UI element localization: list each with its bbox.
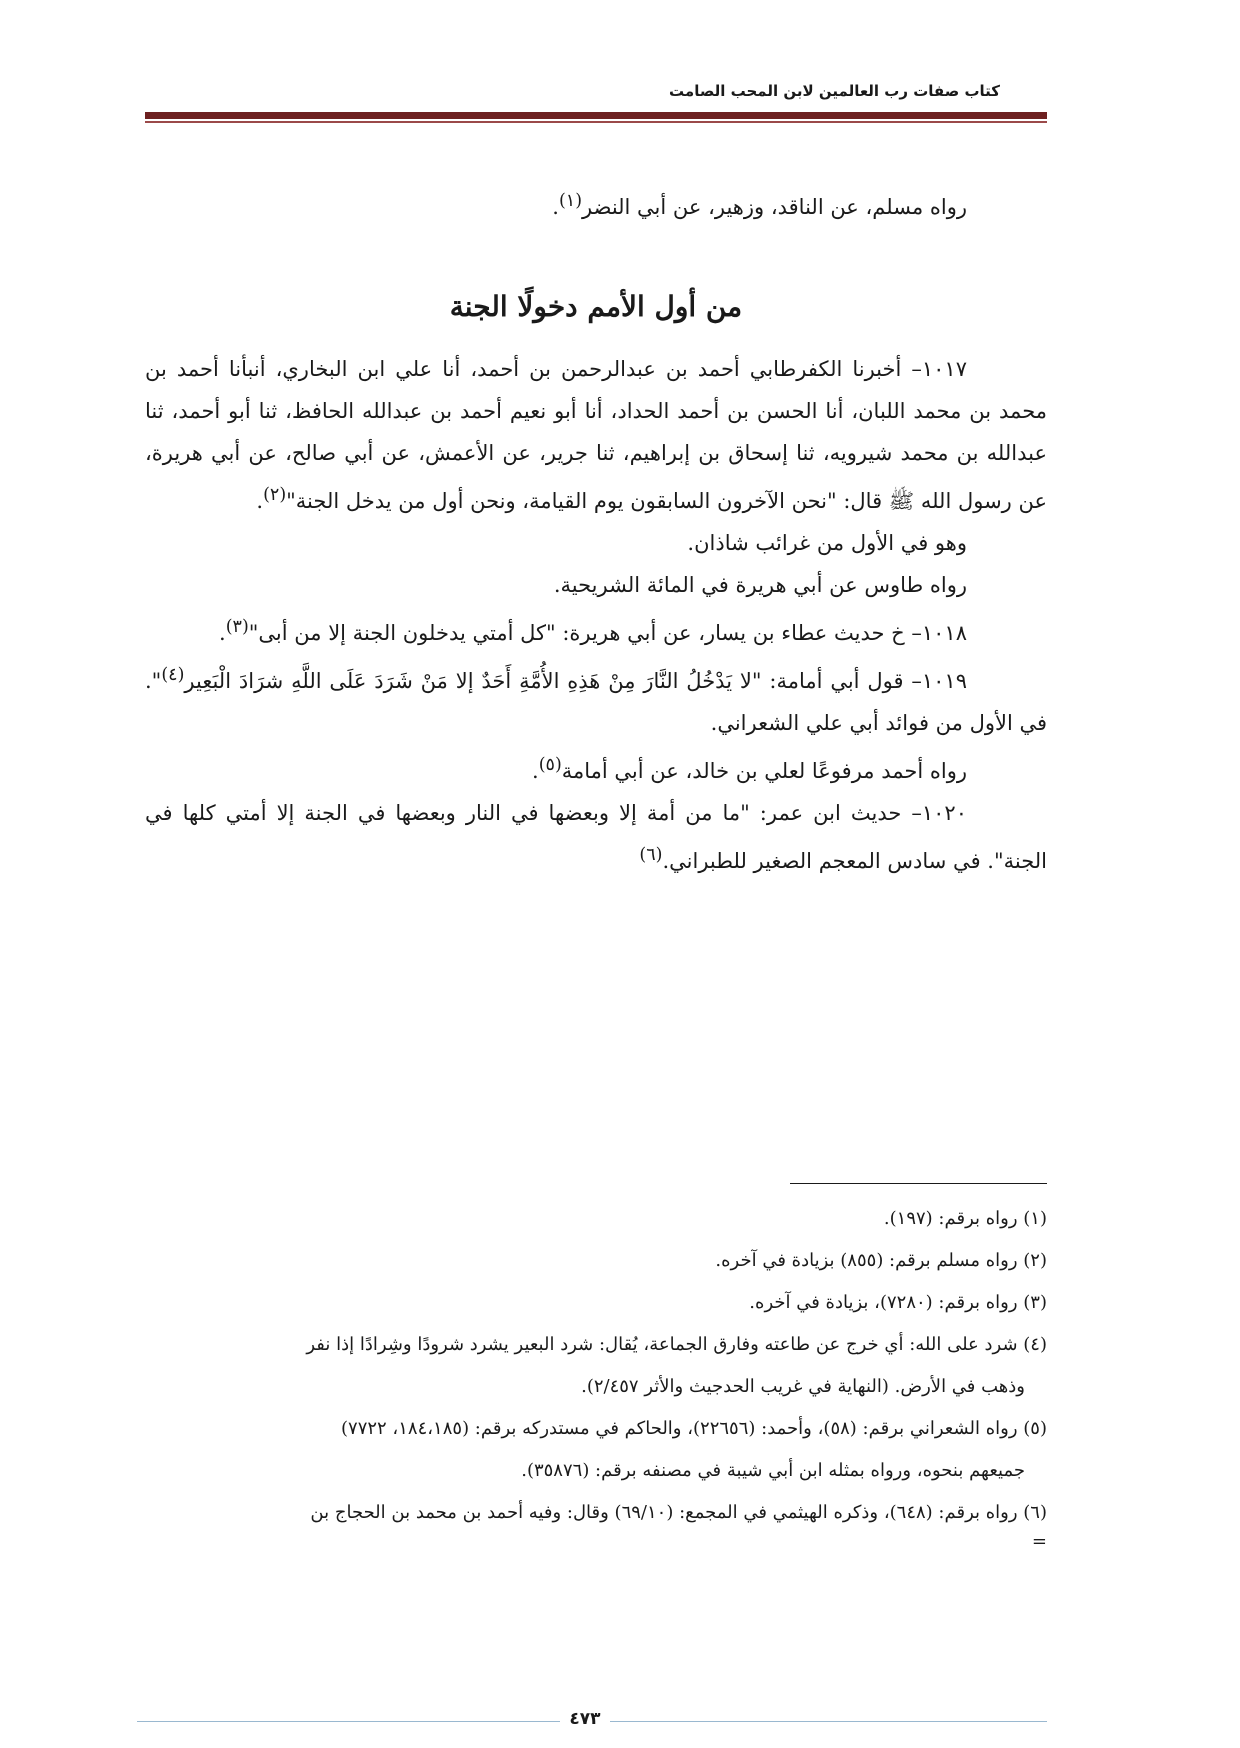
footnote-ref[interactable]: (٥) [538, 755, 562, 775]
page-number: ٤٧٣ [569, 1709, 601, 1729]
running-header-title: كتاب صفات رب العالمين لابن المحب الصامت [669, 82, 1000, 100]
section-heading: من أول الأمم دخولًا الجنة [449, 290, 743, 323]
footnote-ref[interactable]: (١) [558, 191, 583, 211]
hadith-text: ١٠٢٠– حديث ابن عمر: "ما من أمة إلا وبعضها في النار وبعضها في الجنة إلا أمتي كلها في الجنة". في سادس المعجم الصغير للطبراني. [145, 801, 1047, 873]
hadith-1019-narration [145, 744, 1047, 792]
narration-text: رواه أحمد مرفوعًا لعلي بن خالد، عن أبي أمامة [561, 759, 967, 783]
hadith-text: ١٠١٨– خ حديث عطاء بن يسار، عن أبي هريرة: "كل أمتي يدخلون الجنة إلا من أبى" [248, 621, 967, 645]
footnote-4-continued: وذهب في الأرض. (النهاية في غريب الحدجيث والأثر ٢/٤٥٧). [581, 1376, 1025, 1397]
footnote-ref[interactable]: (٦) [639, 845, 663, 865]
footnote-ref[interactable]: (٤) [161, 665, 185, 685]
footnote-1: (١) رواه برقم: (١٩٧). [883, 1208, 1047, 1229]
hadith-text: ١٠١٧– أخبرنا الكفرطابي أحمد بن عبدالرحمن بن أحمد، أنا علي ابن البخاري، أنبأنا أحمد بن محمد بن محمد اللبان، أنا الحسن بن أحمد الحداد، أنا أبو نعيم أحمد بن عبدالله الحافظ، ثنا أبو أحمد، ثنا عبدالله بن محمد شيرويه، ثنا إسحاق بن إبراهيم، ثنا جرير، عن الأعمش، عن أبي صالح، عن أبي هريرة، عن رسول الله ﷺ قال: "نحن الآخرون السابقون يوم القيامة، ونحن أول من يدخل الجنة" [145, 357, 1047, 513]
note-shadhan: وهو في الأول من غرائب شاذان. [687, 531, 967, 555]
footnote-6: (٦) رواه برقم: (٦٤٨)، وذكره الهيثمي في المجمع: (٦٩/١٠) وقال: وفيه أحمد بن محمد بن الحجاج بن [310, 1502, 1047, 1523]
footnote-ref[interactable]: (٢) [263, 485, 287, 505]
hadith-source: ". في الأول من فوائد أبي علي الشعراني. [145, 669, 1047, 735]
footnote-2: (٢) رواه مسلم برقم: (٨٥٥) بزيادة في آخره. [715, 1250, 1047, 1271]
footnote-5-continued: جميعهم بنحوه، ورواه بمثله ابن أبي شيبة في مصنفه برقم: (٣٥٨٧٦). [521, 1460, 1025, 1481]
footnote-ref[interactable]: (٣) [225, 617, 249, 637]
punctuation: . [256, 489, 264, 513]
main-text [145, 180, 1047, 882]
header-rule [145, 112, 1047, 119]
hadith-text: ١٠١٩– قول أبي أمامة: "لا يَدْخُلُ النَّارَ مِنْ هَذِهِ الأُمَّةِ أَحَدٌ إلا مَنْ شَرَدَ عَلَى اللَّهِ شرَادَ الْبَعِير [184, 669, 967, 693]
hadith-1019 [145, 654, 1047, 744]
hadith-1017 [145, 348, 1047, 522]
intro-text: رواه مسلم، عن الناقد، وزهير، عن أبي النضر [582, 195, 967, 219]
footnote-5: (٥) رواه الشعراني برقم: (٥٨)، وأحمد: (٢٢٦٥٦)، والحاكم في مستدركه برقم: (١٨٤،١٨٥، ٧٧٢٢) [341, 1418, 1047, 1439]
continuation-mark: = [1031, 1531, 1047, 1552]
footnote-4: (٤) شرد على الله: أي خرج عن طاعته وفارق الجماعة، يُقال: شرد البعير يشرد شرودًا وشِرادًا إذا نفر [306, 1334, 1047, 1355]
footer-rule-right [610, 1721, 1047, 1722]
punctuation: . [532, 759, 539, 783]
punctuation: . [552, 195, 559, 219]
hadith-1018 [145, 606, 1047, 654]
intro-paragraph [145, 180, 1047, 228]
header-rule-thin [145, 121, 1047, 123]
footnote-3: (٣) رواه برقم: (٧٢٨٠)، بزيادة في آخره. [749, 1292, 1047, 1313]
hadith-1020 [145, 792, 1047, 882]
footer-rule-left [137, 1721, 560, 1722]
note-tawus: رواه طاوس عن أبي هريرة في المائة الشريحية. [553, 573, 967, 597]
punctuation: . [219, 621, 226, 645]
footnote-separator [790, 1183, 1047, 1184]
footnotes [145, 1198, 1047, 1550]
